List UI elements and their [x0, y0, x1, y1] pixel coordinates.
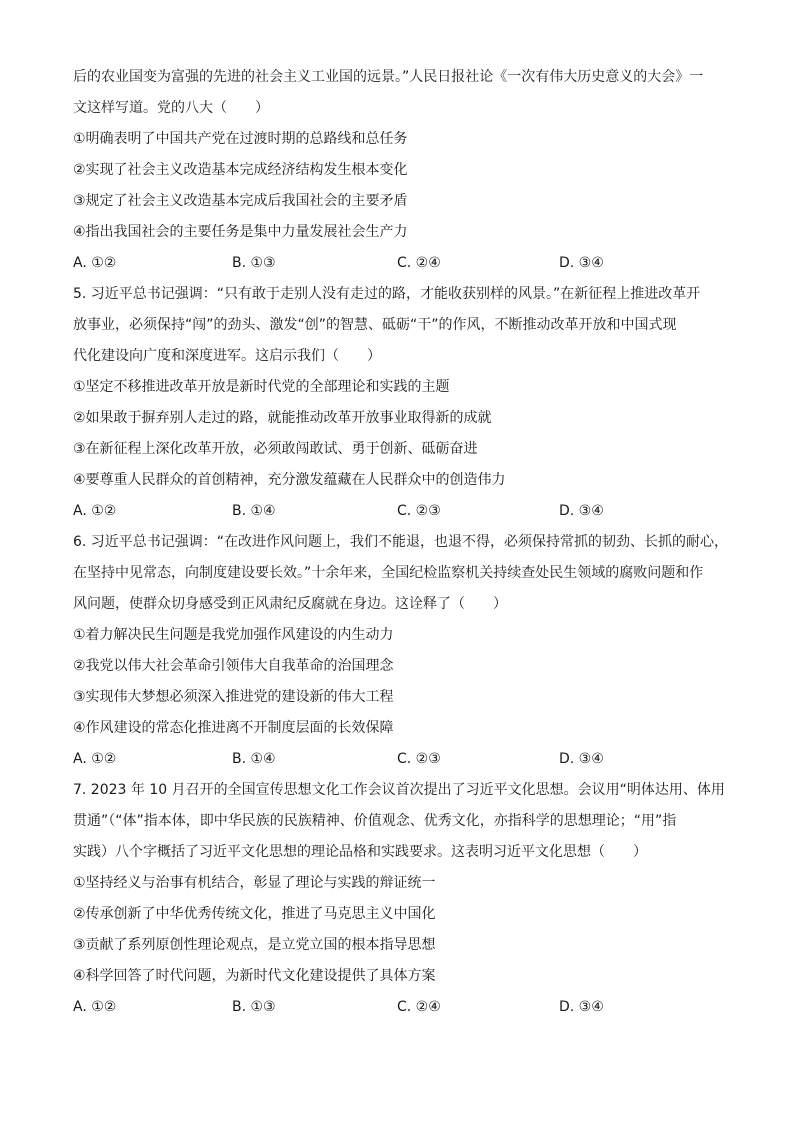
q4-option-c: C. ②④	[397, 255, 441, 271]
q6-option-d: D. ③④	[559, 751, 604, 767]
q6-statement: ②我党以伟大社会革命引领伟大自我革命的治国理念	[73, 658, 394, 674]
q6-statement: ④作风建设的常态化推进离不开制度层面的长效保障	[73, 720, 394, 736]
q7-option-b: B. ①③	[232, 999, 276, 1015]
q7-option-d: D. ③④	[559, 999, 604, 1015]
q5-option-b: B. ①④	[232, 503, 276, 519]
q4-statement: ④指出我国社会的主要任务是集中力量发展社会生产力	[73, 224, 408, 240]
q4-option-a: A. ①②	[73, 255, 117, 271]
q5-stem-line: 放事业，必须保持“闯”的劲头、激发“创”的智慧、砥砺“干”的作风，不断推动改革开放和中国式现	[73, 317, 677, 333]
q7-statement: ②传承创新了中华优秀传统文化，推进了马克思主义中国化	[73, 906, 436, 922]
q7-statement: ④科学回答了时代问题，为新时代文化建设提供了具体方案	[73, 968, 436, 984]
q4-statement: ①明确表明了中国共产党在过渡时期的总路线和总任务	[73, 131, 408, 147]
q4-option-d: D. ③④	[559, 255, 604, 271]
q7-statement: ①坚持经义与治事有机结合，彰显了理论与实践的辩证统一	[73, 875, 436, 891]
q4-stem-line: 文这样写道。党的八大（ ）	[73, 100, 269, 116]
q5-statement: ②如果敢于摒弃别人走过的路，就能推动改革开放事业取得新的成就	[73, 410, 492, 426]
q5-option-c: C. ②③	[397, 503, 441, 519]
q6-stem-line: 6. 习近平总书记强调：“在改进作风问题上，我们不能退，也退不得，必须保持常抓的韧劲、长抓的耐心，	[73, 534, 729, 550]
q5-option-a: A. ①②	[73, 503, 117, 519]
q5-stem-line: 5. 习近平总书记强调：“只有敢于走别人没有走过的路，才能收获别样的风景。”在新征程上推进改革开	[73, 286, 701, 302]
q5-options	[73, 496, 733, 527]
q6-stem-line: 在坚持中见常态，向制度建设要长效。”十余年来，全国纪检监察机关持续查处民生领域的腐败问题和作	[73, 565, 704, 581]
q7-option-a: A. ①②	[73, 999, 117, 1015]
q7-stem-line: 实践）八个字概括了习近平文化思想的理论品格和实践要求。这表明习近平文化思想（ ）	[73, 844, 647, 860]
q7-option-c: C. ②④	[397, 999, 441, 1015]
q5-option-d: D. ③④	[559, 503, 604, 519]
q6-statement: ①着力解决民生问题是我党加强作风建设的内生动力	[73, 627, 394, 643]
q6-statement: ③实现伟大梦想必须深入推进党的建设新的伟大工程	[73, 689, 394, 705]
q6-option-c: C. ②③	[397, 751, 441, 767]
document-content	[73, 62, 733, 1023]
q4-option-b: B. ①③	[232, 255, 276, 271]
q7-statement: ③贡献了系列原创性理论观点，是立党立国的根本指导思想	[73, 937, 436, 953]
q7-stem-line: 贯通”（“体”指本体，即中华民族的民族精神、价值观念、优秀文化，亦指科学的思想理论；“用”指	[73, 813, 677, 829]
q4-options	[73, 248, 733, 279]
q6-stem-line: 风问题，使群众切身感受到正风肃纪反腐就在身边。这诠释了（ ）	[73, 596, 507, 612]
q5-statement: ①坚定不移推进改革开放是新时代党的全部理论和实践的主题	[73, 379, 450, 395]
q6-option-a: A. ①②	[73, 751, 117, 767]
q6-option-b: B. ①④	[232, 751, 276, 767]
q5-statement: ④要尊重人民群众的首创精神，充分激发蕴藏在人民群众中的创造伟力	[73, 472, 506, 488]
q5-stem-line: 代化建设向广度和深度进军。这启示我们（ ）	[73, 348, 381, 364]
q7-stem-line: 7. 2023 年 10 月召开的全国宣传思想文化工作会议首次提出了习近平文化思想。会议用“明体达用、体用	[73, 782, 725, 798]
q4-statement: ③规定了社会主义改造基本完成后我国社会的主要矛盾	[73, 193, 408, 209]
q5-statement: ③在新征程上深化改革开放，必须敢闯敢试、勇于创新、砥砺奋进	[73, 441, 478, 457]
q6-options	[73, 744, 733, 775]
q4-statement: ②实现了社会主义改造基本完成经济结构发生根本变化	[73, 162, 408, 178]
q4-stem-line: 后的农业国变为富强的先进的社会主义工业国的远景。”人民日报社论《一次有伟大历史意义的大会》一	[73, 69, 704, 85]
q7-options	[73, 992, 733, 1023]
